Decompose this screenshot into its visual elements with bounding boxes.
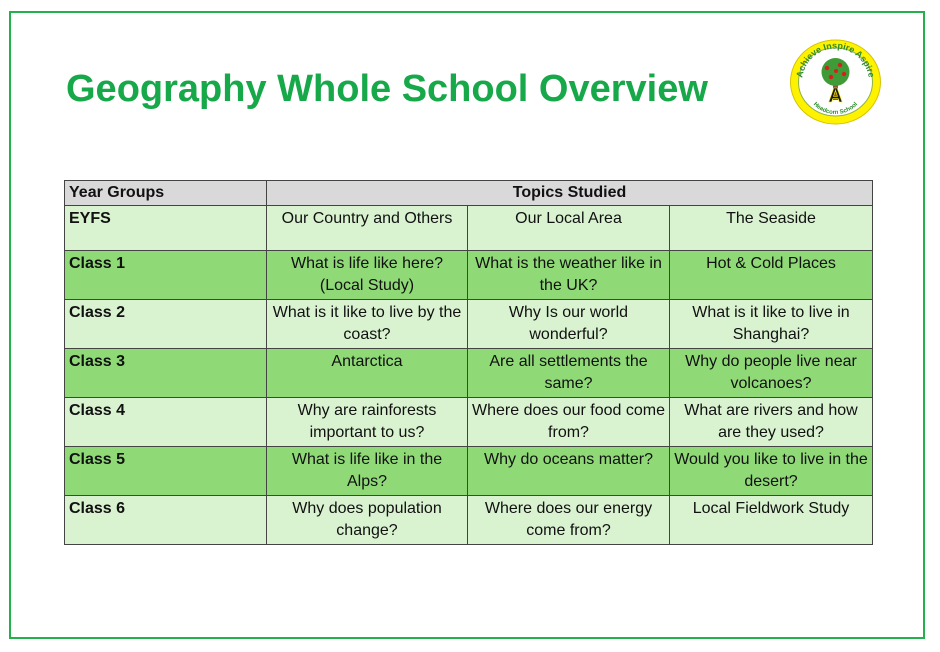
- topic-cell: Hot & Cold Places: [670, 251, 873, 300]
- topic-cell: Local Fieldwork Study: [670, 496, 873, 545]
- topic-cell: What is it like to live in Shanghai?: [670, 300, 873, 349]
- topic-cell: Antarctica: [267, 349, 468, 398]
- table-header-row: [65, 181, 873, 206]
- topic-cell: The Seaside: [670, 206, 873, 251]
- logo-arc-text: Achieve Inspire Aspire: [794, 40, 877, 79]
- table-row: [65, 349, 873, 398]
- table-row: [65, 447, 873, 496]
- year-group-cell: Class 2: [65, 300, 267, 349]
- topic-cell: Our Country and Others: [267, 206, 468, 251]
- topic-cell: Why does population change?: [267, 496, 468, 545]
- topic-cell: What is life like in the Alps?: [267, 447, 468, 496]
- header-year-groups: Year Groups: [65, 181, 267, 206]
- table-row: [65, 300, 873, 349]
- year-group-cell: Class 3: [65, 349, 267, 398]
- topic-cell: What are rivers and how are they used?: [670, 398, 873, 447]
- topic-cell: Why Is our world wonderful?: [468, 300, 670, 349]
- header-topics-studied: Topics Studied: [267, 181, 873, 206]
- topic-cell: What is life like here? (Local Study): [267, 251, 468, 300]
- school-logo: [788, 38, 883, 126]
- topic-cell: Where does our energy come from?: [468, 496, 670, 545]
- logo-bottom-text: Headcorn School: [811, 101, 860, 117]
- topic-cell: What is the weather like in the UK?: [468, 251, 670, 300]
- topic-cell: Where does our food come from?: [468, 398, 670, 447]
- topic-cell: Why are rainforests important to us?: [267, 398, 468, 447]
- table-row: [65, 398, 873, 447]
- table-row: [65, 251, 873, 300]
- topic-cell: Are all settlements the same?: [468, 349, 670, 398]
- table-row: [65, 206, 873, 251]
- topic-cell: What is it like to live by the coast?: [267, 300, 468, 349]
- geography-overview-table: [64, 180, 873, 545]
- topic-cell: Why do people live near volcanoes?: [670, 349, 873, 398]
- year-group-cell: Class 4: [65, 398, 267, 447]
- table-row: [65, 496, 873, 545]
- topic-cell: Why do oceans matter?: [468, 447, 670, 496]
- topic-cell: Our Local Area: [468, 206, 670, 251]
- logo-letter: A: [828, 85, 843, 107]
- year-group-cell: Class 1: [65, 251, 267, 300]
- year-group-cell: EYFS: [65, 206, 267, 251]
- topic-cell: Would you like to live in the desert?: [670, 447, 873, 496]
- year-group-cell: Class 6: [65, 496, 267, 545]
- year-group-cell: Class 5: [65, 447, 267, 496]
- page-title: Geography Whole School Overview: [66, 68, 708, 110]
